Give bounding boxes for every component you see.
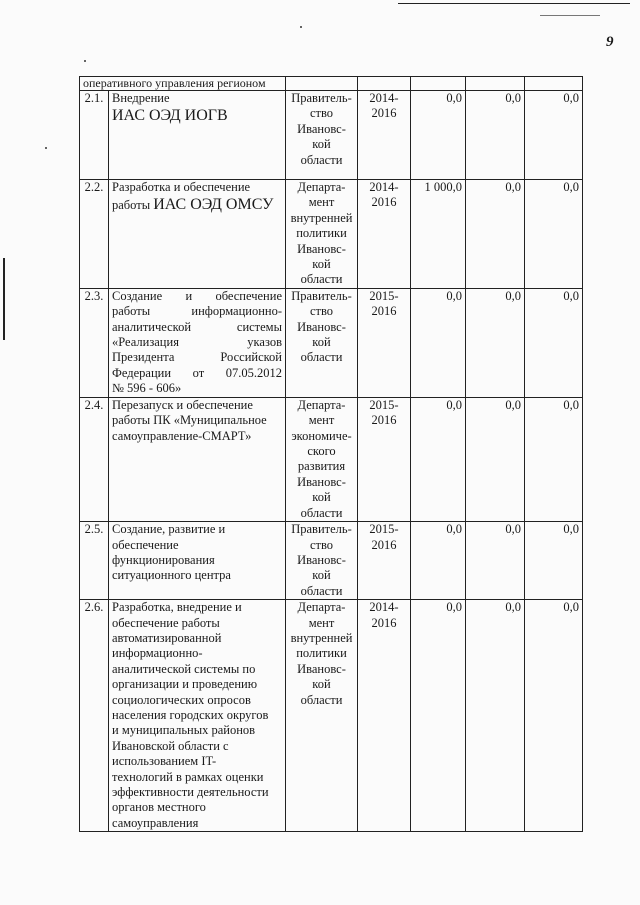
executor-line: Ивановс-: [297, 474, 346, 489]
program-table: [79, 76, 583, 832]
executor-line: экономиче-: [291, 428, 352, 443]
row-title-line: работы: [112, 198, 154, 213]
scan-speck: [300, 26, 302, 28]
row-title-line: самоуправление-СМАРТ»: [112, 428, 252, 443]
row-title: [109, 397, 286, 521]
executor-line: Ивановс-: [297, 661, 346, 676]
row-value: 0,0: [525, 397, 583, 521]
years-line: 2016: [371, 304, 397, 319]
executor-line: Департа-: [297, 397, 346, 412]
page-number: 9: [606, 34, 614, 50]
row-title-line: аналитической системы: [112, 319, 282, 334]
years-line: 2016: [371, 106, 397, 121]
executor-line: ского: [307, 444, 336, 459]
row-years: [358, 522, 411, 600]
row-value: 0,0: [466, 397, 525, 521]
row-executor: [286, 91, 358, 180]
row-title: [109, 180, 286, 289]
row-value: 0,0: [411, 522, 466, 600]
row-title-main: ИАС ОЭД ОМСУ: [153, 196, 274, 214]
executor-line: Ивановс-: [297, 241, 346, 256]
row-years: [358, 180, 411, 289]
row-value: 0,0: [525, 180, 583, 289]
row-title: [109, 600, 286, 832]
row-title-line: обеспечение работы: [112, 615, 220, 630]
row-number: 2.4.: [80, 397, 109, 521]
row-number: 2.3.: [80, 288, 109, 397]
executor-line: Ивановс-: [297, 121, 346, 136]
executor-line: Департа-: [297, 600, 346, 615]
executor-line: политики: [296, 226, 347, 241]
row-value: 0,0: [466, 600, 525, 832]
executor-line: области: [300, 152, 343, 167]
row-title-line: работы информационно-: [112, 304, 282, 319]
row-title-line: Федерации от 07.05.2012: [112, 365, 282, 380]
row-title-main: ИАС ОЭД ИОГВ: [112, 107, 228, 125]
row-value: 0,0: [466, 288, 525, 397]
years-line: 2016: [371, 413, 397, 428]
row-value: 0,0: [466, 180, 525, 289]
row-title-line: Создание и обеспечение: [112, 288, 282, 303]
row-title-line: и муниципальных районов: [112, 723, 256, 738]
executor-line: области: [300, 583, 343, 598]
years-line: 2014-: [369, 600, 399, 615]
row-value: 1 000,0: [411, 180, 466, 289]
row-years: [358, 397, 411, 521]
row-value: 0,0: [411, 91, 466, 180]
row-title-line: Ивановской области с: [112, 738, 229, 753]
table-row-continuation: [80, 77, 583, 91]
row-value: 0,0: [525, 91, 583, 180]
row-title-line: эффективности деятельности: [112, 785, 269, 799]
row-number: 2.5.: [80, 522, 109, 600]
years-line: 2014-: [369, 180, 399, 194]
years-line: 2016: [371, 615, 397, 630]
executor-line: Правитель-: [291, 288, 352, 303]
table-row: [80, 397, 583, 521]
executor-line: кой: [312, 490, 331, 505]
row-title-line: обеспечение: [112, 537, 179, 552]
scan-speck: [84, 60, 86, 62]
executor-line: ство: [309, 304, 334, 319]
row-number: 2.2.: [80, 180, 109, 289]
executor-line: ство: [309, 537, 334, 552]
continuation-cell: оперативного управления регионом: [80, 77, 286, 91]
table-row: [80, 91, 583, 180]
row-title-line: Президента Российской: [112, 350, 282, 365]
table-row: [80, 600, 583, 832]
executor-line: развития: [297, 459, 346, 474]
executor-line: Департа-: [297, 180, 346, 194]
executor-line: области: [300, 505, 343, 520]
row-number: 2.6.: [80, 600, 109, 832]
row-value: 0,0: [525, 522, 583, 600]
table-row: [80, 522, 583, 600]
executor-line: кой: [312, 137, 331, 152]
row-value: 0,0: [411, 397, 466, 521]
row-title: [109, 522, 286, 600]
executor-line: внутренней: [290, 210, 353, 225]
table-row: [80, 180, 583, 289]
row-executor: [286, 180, 358, 289]
executor-line: ство: [309, 106, 334, 121]
row-value: 0,0: [466, 522, 525, 600]
row-years: [358, 91, 411, 180]
executor-line: политики: [296, 646, 347, 661]
row-value: 0,0: [411, 288, 466, 397]
executor-line: внутренней: [290, 630, 353, 645]
row-title-line: Разработка и обеспечение: [112, 180, 251, 194]
scan-line: [540, 15, 600, 16]
row-value: 0,0: [525, 600, 583, 832]
years-line: 2016: [371, 195, 397, 210]
row-title-line: организации и проведению: [112, 677, 258, 692]
scan-margin-mark: [3, 258, 5, 340]
scan-line: [398, 3, 630, 4]
executor-line: Ивановс-: [297, 552, 346, 567]
executor-line: Правитель-: [291, 522, 352, 537]
row-title-line: № 596 - 606»: [112, 381, 182, 396]
row-title-line: информационно-: [112, 646, 203, 661]
row-title-line: аналитической системы по: [112, 661, 256, 676]
row-executor: [286, 600, 358, 832]
years-line: 2014-: [369, 91, 399, 105]
executor-line: кой: [312, 257, 331, 272]
executor-line: кой: [312, 335, 331, 350]
executor-line: области: [300, 350, 343, 365]
years-line: 2015-: [369, 522, 399, 537]
row-executor: [286, 522, 358, 600]
table-row: [80, 288, 583, 397]
row-title-line: социологических опросов: [112, 692, 251, 707]
row-value: 0,0: [411, 600, 466, 832]
row-title-line: технологий в рамках оценки: [112, 769, 264, 784]
row-value: 0,0: [466, 91, 525, 180]
executor-line: кой: [312, 568, 331, 583]
row-title-line: населения городских округов: [112, 707, 269, 722]
row-executor: [286, 288, 358, 397]
row-title-line: автоматизированной: [112, 630, 222, 645]
executor-line: мент: [308, 615, 335, 630]
row-title-line: Внедрение: [112, 91, 170, 105]
row-title-line: органов местного: [112, 800, 206, 815]
executor-line: Правитель-: [291, 91, 352, 105]
row-value: 0,0: [525, 288, 583, 397]
executor-line: Ивановс-: [297, 319, 346, 334]
row-title: [109, 91, 286, 180]
row-executor: [286, 397, 358, 521]
row-title-line: функционирования: [112, 552, 215, 567]
row-title-line: ситуационного центра: [112, 568, 231, 583]
row-title-line: Перезапуск и обеспечение: [112, 397, 253, 412]
row-number: 2.1.: [80, 91, 109, 180]
scan-speck: [45, 147, 47, 149]
executor-line: кой: [312, 677, 331, 692]
row-title-line: работы ПК «Муниципальное: [112, 413, 267, 428]
executor-line: мент: [308, 195, 335, 210]
row-title-line: Создание, развитие и: [112, 522, 226, 537]
years-line: 2016: [371, 537, 397, 552]
executor-line: области: [300, 692, 343, 707]
row-title-line: использованием IT-: [112, 754, 217, 769]
executor-line: мент: [308, 413, 335, 428]
row-title-line: самоуправления: [112, 815, 199, 830]
years-line: 2015-: [369, 288, 399, 303]
executor-line: области: [300, 272, 343, 287]
row-years: [358, 288, 411, 397]
row-title-line: Разработка, внедрение и: [112, 600, 242, 615]
row-title-line: «Реализация указов: [112, 335, 282, 350]
row-title: [109, 288, 286, 397]
row-years: [358, 600, 411, 832]
years-line: 2015-: [369, 397, 399, 412]
